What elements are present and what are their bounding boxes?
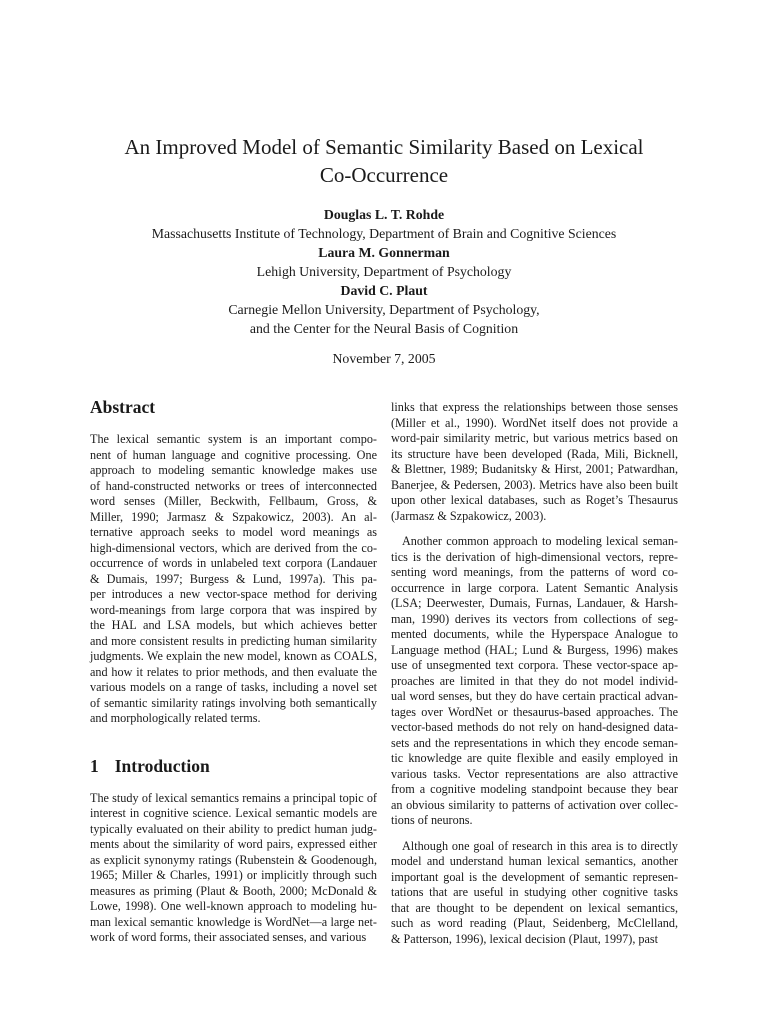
author-block [60,205,708,338]
text-line: proaches are limited in that they do not model individ- [391,673,678,688]
text-line: occurrence in large corpora. Latent Semantic Analysis [391,580,678,595]
text-line: work of word forms, their associated senses, and various [90,930,367,944]
text-line: word-pair similarity metric, but various metrics based on [391,431,678,445]
author-name: David C. Plaut [340,283,428,298]
text-line: (Miller et al., 1990). WordNet itself does not provide a [391,415,678,430]
text-line: high-dimensional vectors, which are derived from the co- [90,540,377,555]
text-line: Miller, 1990; Jarmasz & Szpakowicz, 2003). An al- [90,509,377,524]
text-line: vector-based methods do not rely on hand-designed data- [391,720,678,734]
text-line: ments about the similarity of word pairs, expressed either [90,837,377,851]
introduction-heading [90,755,377,777]
text-line: upon other lexical databases, such as Roget’s Thesaurus [391,493,678,507]
right-column [391,400,678,957]
text-line: its structure have been developed (Rada, Mili, Bicknell, [391,446,678,461]
text-line: ternative approach seeks to model word meanings as [90,525,377,539]
left-column [90,394,377,956]
text-line: the HAL and LSA models, but which achieves better [90,618,377,632]
text-line: Banerjee, & Pedersen, 2003). Metrics have also been built [391,477,678,492]
text-line: 1965; Miller & Charles, 1991) or implicitly through such [90,868,377,882]
paragraph [391,400,678,524]
text-line: and morphologically related terms. [90,711,261,725]
author-name: Douglas L. T. Rohde [323,207,445,222]
text-line: links that express the relationships between those senses [391,400,678,414]
text-line: model and understand human lexical semantics, another [391,854,678,868]
title-line-2: Co-Occurrence [319,163,449,187]
text-line: Another common approach to modeling lexical seman- [402,534,678,548]
paragraph [391,839,678,948]
text-line: word-meanings from large corpora that was inspired by [90,602,377,617]
text-line: & Blettner, 1989; Budanitsky & Hirst, 2001; Patwardhan, [391,462,678,476]
abstract-heading: Abstract [90,397,156,417]
text-line: that are thought to be dependent on lexical semantics, [391,900,678,915]
text-line: tages over WordNet or thesaurus-based approaches. The [391,704,678,719]
text-line: senting word meanings, from the patterns of word co- [391,565,678,579]
text-line: The study of lexical semantics remains a principal topic of [90,790,377,805]
title-line-1: An Improved Model of Semantic Similarity Based on Lexical [124,135,644,159]
text-line: measures as priming (Plaut & Booth, 2000; McDonald & [90,883,377,898]
author-affiliation: Carnegie Mellon University, Department of Psychology, [228,302,540,317]
text-line: man lexical semantic knowledge is WordNet—a large net- [90,914,377,929]
text-line: use of unsegmented text corpora. These vector-space ap- [391,658,678,672]
paragraph [391,534,678,829]
text-line: man, 1990) derives its vectors from collections of seg- [391,611,678,626]
abstract-body [90,432,377,727]
text-line: sets and the representations in which they encode seman- [391,735,678,750]
text-line: tations that are useful in studying other cognitive tasks [391,885,678,899]
text-line: and more consistent results in predicting human similarity [90,633,377,648]
text-line: occurrence of words in unlabeled text corpora (Landauer [90,556,377,570]
text-line: as explicit synonymy ratings (Rubenstein & Goodenough, [90,852,377,867]
text-line: & Dumais, 1997; Burgess & Lund, 1997a). This pa- [90,571,377,586]
text-line: Lowe, 1998). One well-known approach to modeling hu- [90,899,377,913]
text-line: mented documents, while the Hyperspace Analogue to [391,627,678,641]
text-line: judgments. We explain the new model, known as COALS, [90,649,377,663]
text-line: tic knowledge are quite flexible and easily employed in [391,751,678,765]
text-line: and how it relates to prior methods, and then evaluate the [90,664,377,679]
text-line: of semantic similarity ratings involving both semantically [90,695,377,710]
paper-date: November 7, 2005 [332,351,436,366]
text-line: interest in cognitive science. Lexical semantic models are [90,806,377,820]
text-line: various tasks. Vector representations are also attractive [391,766,678,781]
text-line: approach to modeling semantic knowledge makes use [90,463,377,477]
text-line: an obvious similarity to patterns of activation over collec- [391,797,678,812]
text-line: The lexical semantic system is an important compo- [90,432,377,446]
section-title: Introduction [114,755,210,776]
introduction-body [90,791,377,946]
text-line: important goal is the development of semantic represen- [391,869,678,884]
text-line: & Patterson, 1996), lexical decision (Plaut, 1997), past [391,931,659,946]
author-name: Laura M. Gonnerman [318,245,450,260]
text-line: various models on a range of tasks, including a novel set [90,680,377,694]
text-line: Language method (HAL; Lund & Burgess, 1996) makes [391,642,678,657]
text-line: such as word reading (Plaut, Seidenberg, McClelland, [391,916,678,930]
text-line: per introduces a new vector-space method for deriving [90,587,377,601]
author-affiliation: Lehigh University, Department of Psychology [256,264,512,279]
text-line: nent of human language and cognitive processing. One [90,447,377,462]
text-line: tics is the derivation of high-dimensional vectors, repre- [391,549,678,564]
text-line: ual word senses, but they do have certain practical advan- [391,689,678,703]
author-affiliation: and the Center for the Neural Basis of Cognition [249,321,519,336]
author-affiliation: Massachusetts Institute of Technology, Department of Brain and Cognitive Sciences [151,226,617,241]
text-line: tions of neurons. [391,813,473,827]
paper-title [60,133,708,189]
text-line: Although one goal of research in this area is to directly [402,838,678,853]
text-line: (Jarmasz & Szpakowicz, 2003). [391,508,547,523]
text-line: typically evaluated on their ability to predict human judg- [90,821,377,836]
text-line: (LSA; Deerwester, Dumais, Furnas, Landauer, & Harsh- [391,596,678,610]
text-line: from a cognitive modeling standpoint because they bear [391,782,678,796]
text-line: word senses (Miller, Beckwith, Fellbaum, Gross, & [90,494,377,508]
section-number: 1 [90,755,99,776]
text-line: of hand-constructed networks or trees of interconnected [90,478,377,493]
